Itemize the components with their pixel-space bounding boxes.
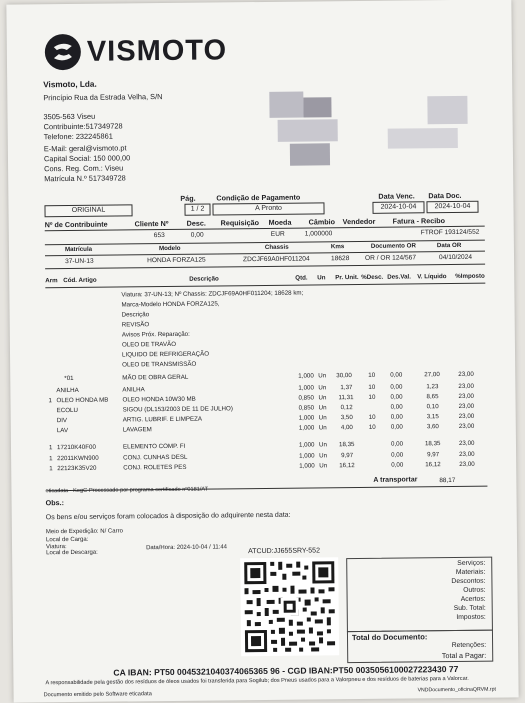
total-taxes: Impostos:	[456, 613, 486, 621]
model-header: Modelo	[158, 244, 181, 253]
company-registry: Cons. Reg. Com.: Viseu	[44, 163, 124, 174]
item-discount-value: 0,00	[390, 440, 404, 448]
item-code: ECOLU	[56, 406, 78, 415]
company-registration: Matrícula N.º 517349728	[44, 173, 126, 184]
item-net: 16,12	[425, 461, 441, 469]
date-time: Data/Hora: 2024-10-04 / 11:44	[146, 544, 228, 552]
client-number: 653	[153, 232, 165, 240]
transport-value: 88,17	[439, 476, 456, 485]
item-price: 18,35	[338, 441, 355, 449]
company-phone: Telefone: 232245861	[43, 131, 113, 142]
withholding-label: Retenções:	[451, 641, 487, 650]
item-unit: Un	[318, 414, 327, 422]
company-vat: Contribuinte:517349728	[43, 121, 123, 132]
item-net: 18,35	[424, 440, 441, 448]
note-line: OLEO DE TRAVÃO	[121, 340, 177, 349]
item-net: 27,00	[424, 371, 440, 379]
item-description: SIGOU (DL153/2003 DE 11 DE JULHO)	[122, 405, 233, 414]
discount-value: 0,00	[190, 231, 204, 239]
totals-box	[346, 557, 493, 633]
item-price: 0,12	[340, 404, 353, 412]
note-line: Viatura: 37-UN-13; Nº Chassis: ZDCJF69A0HF011204; 18628 km;	[121, 289, 304, 299]
note-line: Marca-Modelo HONDA FORZA125,	[121, 300, 220, 309]
invoice-number: FTROF 193124/552	[420, 228, 480, 237]
item-discount-value: 0,00	[390, 383, 403, 391]
item-price: 11,31	[338, 394, 354, 402]
redacted-block	[269, 92, 303, 118]
item-unit: Un	[319, 452, 328, 460]
due-date-label: Data Venc.	[378, 191, 415, 201]
item-qty: 1,000	[298, 372, 314, 380]
redacted-block	[290, 143, 330, 165]
item-unit: Un	[318, 384, 327, 392]
exchange-value: 1,000000	[304, 230, 333, 238]
col-discount-value: Des.Val.	[387, 273, 412, 281]
item-price: 30,00	[336, 372, 352, 380]
item-qty: 1,000	[298, 384, 314, 392]
item-code: DIV	[56, 417, 68, 425]
item-discount-value: 0,00	[391, 451, 404, 459]
item-price: 4,00	[340, 424, 353, 432]
note-line: OLEO DE TRANSMISSÃO	[122, 360, 197, 369]
waste-disclaimer: A responsabilidade pela gestão dos resíduos de óleos usados foi transferida para Sogilub; dos Pneus usados para a Valorpneu e dos resíduos de baterias para a Valorcar.	[45, 675, 469, 687]
col-net: V. Líquido	[417, 273, 447, 281]
item-tax: 23,00	[459, 460, 475, 468]
original-box: ORIGINAL	[44, 204, 132, 217]
item-net: 9,97	[427, 451, 440, 459]
page-label: Pág.	[180, 193, 196, 203]
total-discounts: Descontos:	[451, 577, 486, 586]
note-line: LIQUIDO DE REFRIGERAÇÃO	[121, 350, 210, 359]
item-code: 17210K40F00	[56, 443, 96, 452]
item-code: OLEO HONDA MB	[56, 396, 109, 405]
doc-date-label: Data Doc.	[428, 190, 462, 201]
redacted-block	[278, 119, 338, 142]
document-template-ref: VNDDocumento_oficinaQRVM.rpt	[417, 686, 496, 694]
document-total-label: Total do Documento:	[351, 632, 428, 643]
item-tax: 23,00	[458, 392, 475, 400]
item-price: 9,97	[341, 452, 354, 460]
col-arm: Arm	[45, 277, 58, 285]
divider	[45, 283, 485, 289]
item-arm: 1	[48, 397, 52, 405]
transport-label: A transportar	[373, 476, 418, 484]
or-document-value: OR / OR 124/567	[364, 254, 417, 262]
item-tax: 23,00	[458, 382, 474, 390]
loading-place: Local de Carga:	[45, 536, 89, 544]
exchange-header: Câmbio	[308, 217, 336, 227]
item-description: MÃO DE OBRA GERAL	[122, 373, 189, 382]
invoice-type-header: Fatura - Recibo	[392, 216, 446, 226]
chassis-value: ZDCJF69A0HF011204	[243, 255, 310, 264]
item-unit: Un	[318, 424, 327, 432]
item-discount: 10	[368, 383, 376, 391]
plate-header: Matrícula	[64, 245, 93, 254]
brand-mark-icon	[45, 34, 81, 70]
redacted-block	[303, 97, 331, 117]
item-code: 22011KWN900	[57, 454, 99, 463]
certificate-note: eticadata - KegC-Processado por programa certificado nº0181/AT	[45, 486, 209, 495]
item-code: 22123K35V20	[57, 464, 97, 473]
brand-name: VISMOTO	[86, 34, 228, 68]
due-date-value: 2024-10-04	[372, 201, 424, 214]
col-tax: %Imposto	[455, 272, 485, 280]
item-discount-value: 0,00	[390, 371, 403, 379]
item-description: OLEO HONDA 10W30 MB	[122, 395, 196, 404]
item-discount-value: 0,00	[390, 393, 403, 401]
item-arm: 1	[48, 444, 53, 452]
item-net: 0,10	[426, 403, 439, 411]
item-unit: Un	[318, 404, 327, 412]
qr-code	[240, 557, 339, 656]
item-tax: 23,00	[459, 450, 475, 458]
item-qty: 1,000	[299, 452, 315, 460]
col-price: Pr. Unit.	[335, 273, 359, 282]
item-qty: 0,850	[298, 394, 315, 402]
company-city: 3505-563 Viseu	[43, 111, 96, 122]
note-line: REVISÃO	[121, 321, 150, 329]
item-code: ANILHA	[56, 386, 79, 395]
item-tax: 23,00	[458, 402, 475, 410]
vat-number-header: Nº de Contribuinte	[44, 219, 108, 230]
divider	[45, 264, 485, 270]
item-qty: 1,000	[299, 462, 315, 470]
invoice-sheet	[6, 0, 518, 703]
total-materials: Materiais:	[455, 568, 486, 576]
item-qty: 1,000	[298, 424, 315, 432]
kms-header: Kms	[330, 243, 345, 251]
item-description: LAVAGEM	[122, 426, 152, 434]
total-subtotal: Sub. Total:	[453, 604, 486, 613]
document-total-box	[347, 630, 493, 664]
redacted-block	[427, 96, 467, 124]
obs-text: Os bens e/ou serviços foram colocados à disposição do adquirente nesta data:	[45, 511, 291, 522]
item-discount: 10	[368, 413, 376, 421]
item-discount-value: 0,00	[390, 413, 403, 421]
seller-header: Vendedor	[342, 216, 376, 227]
item-code: *01	[64, 374, 74, 383]
discount-header: Desc.	[186, 218, 206, 228]
total-others: Outros:	[463, 586, 486, 594]
brand-logo	[45, 32, 265, 74]
bank-iban: CA IBAN: PT50 0045321040374065365 96 - CGD IBAN:PT50 0035056100027223430 77	[113, 663, 459, 678]
item-discount: 10	[368, 371, 376, 379]
item-price: 3,50	[340, 414, 353, 422]
payment-condition-value: A Pronto	[212, 202, 324, 215]
item-net: 8,65	[426, 393, 439, 401]
item-net: 3,60	[426, 423, 439, 431]
note-line: Avisos Próx. Reparação:	[121, 330, 190, 339]
vehicle-label: Viatura:	[46, 544, 67, 551]
payment-condition-label: Condição de Pagamento	[216, 192, 301, 203]
item-tax: 23,00	[458, 422, 475, 430]
client-number-header: Cliente Nº	[134, 218, 169, 229]
divider	[45, 226, 485, 232]
total-adjustments: Acertos:	[460, 595, 486, 603]
col-description: Descrição	[189, 275, 219, 283]
doc-date-value: 2024-10-04	[426, 201, 478, 214]
chassis-header: Chassis	[264, 243, 289, 251]
item-description: CONJ. ROLETES PES	[123, 463, 187, 472]
item-description: ANILHA	[122, 386, 145, 394]
obs-label: Obs.:	[45, 498, 64, 508]
item-tax: 23,00	[458, 412, 475, 420]
total-payable-label: Total a Pagar:	[441, 650, 487, 661]
company-name: Vismoto, Lda.	[43, 79, 97, 90]
item-qty: 0,850	[298, 404, 315, 412]
item-description: ARTIG. LUBRIF. E LIMPEZA	[122, 415, 203, 424]
item-tax: 23,00	[458, 370, 474, 378]
item-price: 1,37	[340, 384, 353, 392]
item-unit: Un	[318, 372, 327, 380]
page-value: 1 / 2	[184, 204, 210, 216]
or-date-header: Data OR	[436, 241, 462, 250]
item-tax: 23,00	[458, 439, 475, 447]
item-net: 1,23	[426, 383, 439, 391]
item-arm: 1	[49, 465, 53, 473]
requisition-header: Requisição	[220, 218, 260, 228]
plate-value: 37-UN-13	[65, 257, 94, 266]
item-description: CONJ. CUNHAS DESL	[123, 453, 188, 462]
company-capital: Capital Social: 150 000,00	[43, 153, 131, 164]
item-unit: Un	[318, 441, 327, 449]
redacted-block	[388, 128, 458, 149]
item-qty: 1,000	[298, 414, 315, 422]
item-qty: 1,000	[298, 441, 315, 449]
atcud-code: ATCUD:JJ655SRY-552	[248, 547, 320, 556]
item-unit: Un	[319, 462, 328, 470]
item-price: 16,12	[339, 462, 355, 470]
item-discount: 10	[368, 393, 376, 401]
item-discount-value: 0,00	[391, 461, 404, 469]
item-code: LAV	[56, 427, 69, 435]
item-discount: 10	[368, 423, 376, 431]
item-arm: 1	[49, 455, 53, 463]
company-street: Princípio Rua da Estrada Velha, S/N	[43, 92, 163, 103]
item-discount-value: 0,00	[390, 423, 403, 431]
software-note: Documento emitido pelo Software eticadata	[43, 691, 152, 699]
shipping-method: Meio de Expedição: N/ Carro	[45, 528, 123, 536]
col-code: Cód. Artigo	[63, 276, 97, 285]
currency-value: EUR	[270, 230, 285, 238]
item-discount-value: 0,00	[390, 403, 403, 411]
company-email: E-Mail: geral@vismoto.pt	[43, 143, 127, 154]
col-qty: Qtd.	[295, 274, 308, 282]
total-services: Serviços:	[457, 559, 486, 567]
item-net: 3,15	[426, 413, 439, 421]
item-unit: Un	[318, 394, 327, 402]
col-unit: Un	[317, 274, 326, 282]
kms-value: 18628	[331, 255, 350, 263]
unloading-place: Local de Descarga:	[46, 549, 98, 557]
or-document-header: Documento OR	[370, 242, 416, 250]
or-date-value: 04/10/2024	[438, 253, 473, 262]
model-value: HONDA FORZA125	[147, 256, 206, 265]
currency-header: Moeda	[268, 217, 292, 227]
item-description: ELEMENTO COMP. FI	[122, 442, 186, 451]
note-line: Descrição	[121, 311, 150, 319]
col-discount: %Desc.	[361, 273, 384, 281]
